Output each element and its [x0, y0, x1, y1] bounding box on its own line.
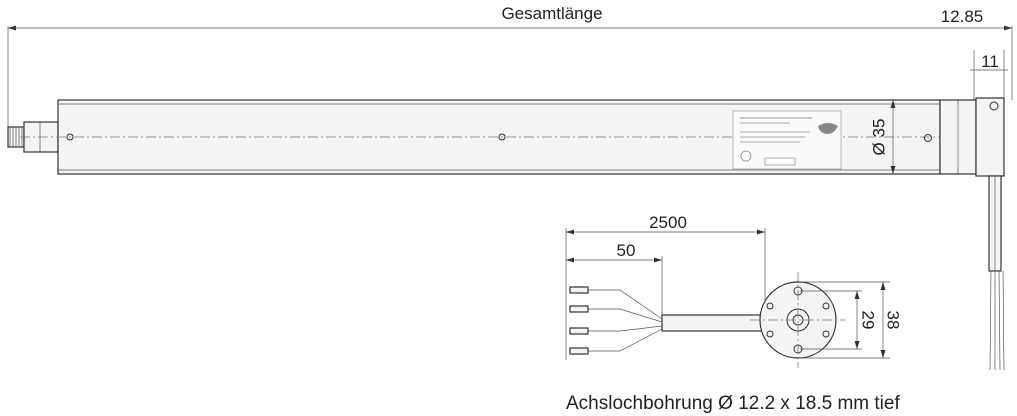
head-width-label: 11 — [981, 52, 999, 71]
head-length-label: 12.85 — [940, 7, 984, 26]
wire-end-1 — [570, 287, 588, 293]
cable-length-dimension — [566, 213, 765, 360]
connection-cable — [570, 287, 765, 354]
flange-end-view — [750, 272, 903, 368]
head-cable — [989, 176, 1004, 370]
overall-length-label: Gesamtlänge — [501, 4, 603, 23]
head-width-dimension — [970, 50, 1008, 100]
flange-outer-label: 38 — [883, 310, 903, 330]
flange-inner-label: 29 — [858, 310, 878, 330]
motor-tube — [8, 98, 1004, 176]
wire-end-3 — [570, 328, 588, 334]
tube-diameter-label: Ø 35 — [869, 118, 889, 156]
head-cap — [976, 98, 1004, 176]
strip-length-label: 50 — [616, 241, 636, 260]
wire-end-2 — [570, 306, 588, 312]
cable-length-label: 2500 — [649, 213, 687, 232]
wire-end-4 — [570, 348, 588, 354]
shaft-hole-note: Achslochbohrung Ø 12.2 x 18.5 mm tief — [566, 393, 900, 414]
product-label-sticker — [733, 111, 841, 169]
